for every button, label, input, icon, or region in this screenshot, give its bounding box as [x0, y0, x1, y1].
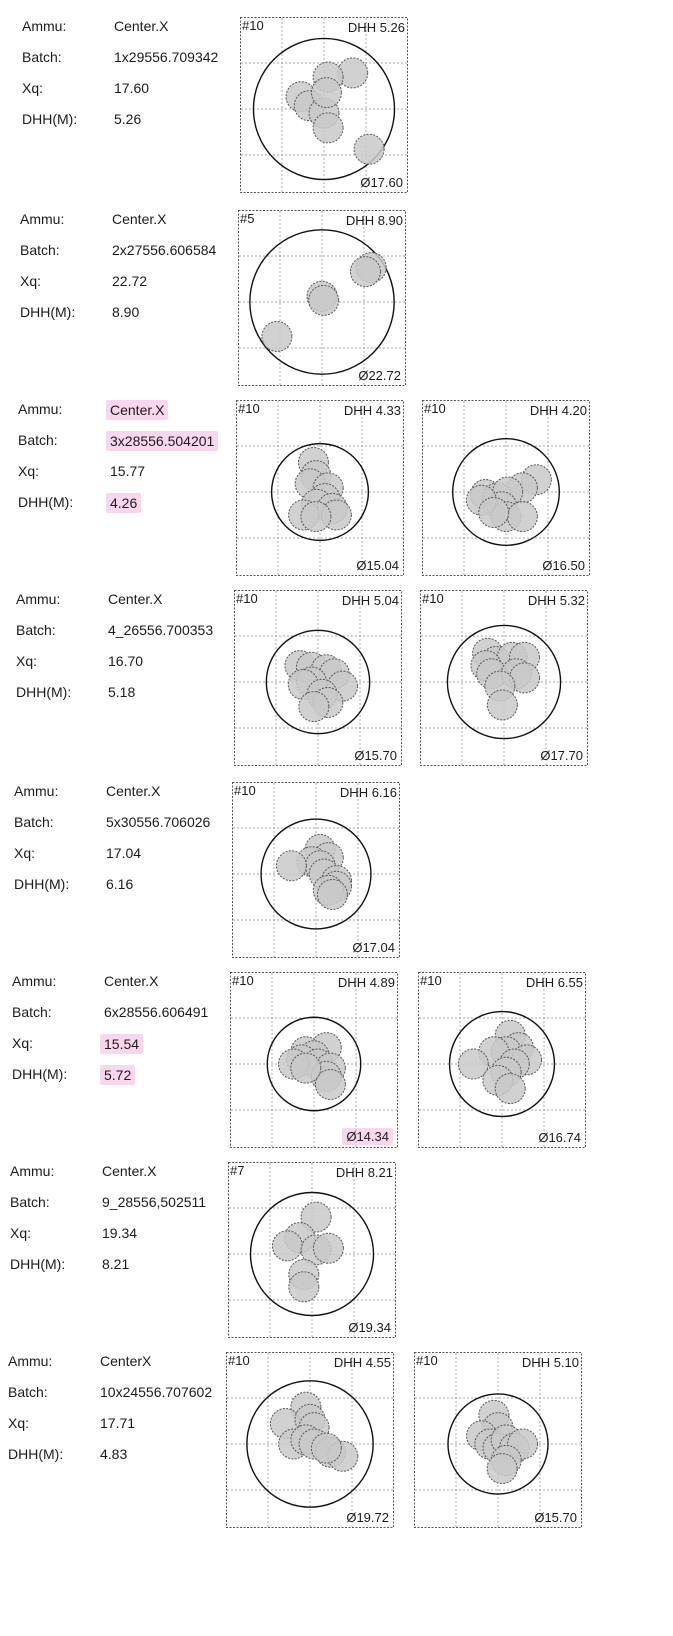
batch-label: Batch:: [16, 622, 56, 638]
batch-value: 2x27556.606584: [112, 242, 217, 258]
entry-row: [0, 782, 673, 972]
dhh-value: DHH 4.20: [529, 403, 587, 418]
shot-count: #10: [416, 1353, 438, 1368]
group-diameter: Ø19.72: [346, 1510, 389, 1525]
shot-count: #10: [236, 591, 258, 606]
entry-row: [0, 210, 673, 400]
group-diameter: Ø16.74: [538, 1130, 581, 1145]
entry-row: [0, 590, 673, 780]
dhh-label: DHH(M):: [8, 1446, 64, 1462]
shot-hole: [487, 690, 517, 720]
ammo-value: Center.X: [106, 400, 168, 420]
dhh-value: DHH 4.55: [333, 1355, 391, 1370]
group-diameter: Ø17.60: [360, 175, 403, 190]
shot-count: #10: [420, 973, 442, 988]
group-diameter: Ø22.72: [358, 368, 401, 383]
ammo-label: Ammu:: [22, 18, 67, 34]
target-group: [414, 1352, 582, 1528]
entry-info: [20, 210, 235, 340]
shot-hole: [507, 502, 537, 532]
shot-count: #7: [230, 1163, 245, 1178]
ammo-label: Ammu:: [12, 973, 57, 989]
ammo-label: Ammu:: [8, 1353, 53, 1369]
entry-info: [12, 972, 227, 1102]
xq-label: Xq:: [12, 1035, 34, 1051]
shot-hole: [311, 78, 341, 108]
entry-row: [0, 1352, 673, 1542]
dhh-value: DHH 5.32: [527, 593, 585, 608]
entry-info: [22, 17, 237, 147]
xq-value: 16.70: [108, 653, 144, 669]
target-plot: [230, 972, 398, 1148]
dhh-value: 5.18: [108, 684, 136, 700]
batch-value: 10x24556.707602: [100, 1384, 213, 1400]
xq-value: 19.34: [102, 1225, 138, 1241]
xq-value: 17.60: [114, 80, 150, 96]
shot-hole: [495, 1074, 525, 1104]
xq-label: Xq:: [22, 80, 44, 96]
shot-hole: [313, 1233, 343, 1263]
batch-label: Batch:: [20, 242, 60, 258]
shot-hole: [289, 1272, 319, 1302]
entry-info: [16, 590, 231, 720]
xq-label: Xq:: [8, 1415, 30, 1431]
batch-label: Batch:: [14, 814, 54, 830]
shot-hole: [262, 321, 292, 351]
shot-hole: [350, 257, 380, 287]
ammo-value: Center.X: [114, 18, 169, 34]
target-plot: [414, 1352, 582, 1528]
target-group: [236, 400, 404, 576]
ammo-label: Ammu:: [14, 783, 59, 799]
dhh-label: DHH(M):: [10, 1256, 66, 1272]
target-plot: [236, 400, 404, 576]
xq-value: 15.77: [110, 463, 146, 479]
dhh-value: DHH 8.90: [345, 213, 403, 228]
entry-info: [18, 400, 233, 530]
shot-hole: [272, 1231, 302, 1261]
dhh-label: DHH(M):: [16, 684, 72, 700]
dhh-value: DHH 6.55: [525, 975, 583, 990]
batch-value: 5x30556.706026: [106, 814, 211, 830]
target-group: [238, 210, 406, 386]
group-diameter: Ø15.70: [354, 748, 397, 763]
entry-row: [0, 400, 673, 590]
shot-hole: [276, 851, 306, 881]
dhh-value: 8.21: [102, 1256, 130, 1272]
target-plot: [422, 400, 590, 576]
shot-count: #10: [234, 783, 256, 798]
xq-label: Xq:: [14, 845, 36, 861]
shot-hole: [315, 1070, 345, 1100]
target-plot: [234, 590, 402, 766]
dhh-value: DHH 5.04: [341, 593, 399, 608]
target-plot: [228, 1162, 396, 1338]
dhh-value: 6.16: [106, 876, 134, 892]
batch-value: 9_28556,502511: [102, 1194, 207, 1210]
shot-hole: [317, 880, 347, 910]
ammo-value: Center.X: [104, 973, 159, 989]
shot-count: #10: [242, 18, 264, 33]
group-diameter: Ø14.34: [342, 1128, 393, 1145]
batch-label: Batch:: [10, 1194, 50, 1210]
dhh-value: DHH 4.89: [337, 975, 395, 990]
ammo-label: Ammu:: [16, 591, 61, 607]
dhh-value: 5.72: [100, 1065, 135, 1085]
entry-row: [0, 972, 673, 1162]
entry-row: [0, 17, 673, 207]
ammo-value: Center.X: [112, 211, 167, 227]
group-diameter: Ø17.70: [540, 748, 583, 763]
group-diameter: Ø19.34: [348, 1320, 391, 1335]
shot-hole: [479, 498, 509, 528]
dhh-label: DHH(M):: [12, 1066, 68, 1082]
ammo-label: Ammu:: [18, 401, 63, 417]
xq-label: Xq:: [18, 463, 40, 479]
entry-info: [10, 1162, 225, 1292]
batch-value: 4_26556.700353: [108, 622, 214, 638]
dhh-value: 8.90: [112, 304, 140, 320]
target-plot: [226, 1352, 394, 1528]
dhh-value: DHH 8.21: [335, 1165, 393, 1180]
batch-value: 1x29556.709342: [114, 49, 219, 65]
target-group: [232, 782, 400, 958]
batch-value: 3x28556.504201: [106, 431, 218, 451]
dhh-label: DHH(M):: [18, 494, 74, 510]
dhh-label: DHH(M):: [14, 876, 70, 892]
ammo-value: Center.X: [106, 783, 161, 799]
batch-label: Batch:: [22, 49, 62, 65]
dhh-value: DHH 6.16: [339, 785, 397, 800]
entry-info: [8, 1352, 223, 1482]
shot-hole: [299, 692, 329, 722]
shot-count: #5: [240, 211, 255, 226]
entry-info: [14, 782, 229, 912]
shot-count: #10: [228, 1353, 250, 1368]
xq-label: Xq:: [16, 653, 38, 669]
ammo-value: CenterX: [100, 1353, 152, 1369]
dhh-value: DHH 5.26: [347, 20, 405, 35]
shot-hole: [309, 285, 339, 315]
batch-value: 6x28556.606491: [104, 1004, 209, 1020]
shot-count: #10: [422, 591, 444, 606]
target-group: [234, 590, 402, 766]
target-group: [226, 1352, 394, 1528]
target-group: [418, 972, 586, 1148]
xq-value: 17.04: [106, 845, 142, 861]
batch-label: Batch:: [18, 432, 58, 448]
target-group: [240, 17, 408, 193]
shot-hole: [354, 134, 384, 164]
group-diameter: Ø17.04: [352, 940, 395, 955]
target-group: [230, 972, 398, 1148]
shot-hole: [291, 1053, 321, 1083]
target-plot: [420, 590, 588, 766]
target-group: [422, 400, 590, 576]
dhh-value: DHH 4.33: [343, 403, 401, 418]
entry-row: [0, 1162, 673, 1352]
target-group: [228, 1162, 396, 1338]
shot-count: #10: [424, 401, 446, 416]
shot-count: #10: [238, 401, 260, 416]
ammo-label: Ammu:: [20, 211, 65, 227]
target-plot: [418, 972, 586, 1148]
shot-hole: [487, 1454, 517, 1484]
dhh-label: DHH(M):: [20, 304, 76, 320]
group-diameter: Ø15.70: [534, 1510, 577, 1525]
xq-value: 17.71: [100, 1415, 136, 1431]
dhh-value: 5.26: [114, 111, 142, 127]
xq-label: Xq:: [20, 273, 42, 289]
batch-label: Batch:: [12, 1004, 52, 1020]
dhh-value: 4.83: [100, 1446, 128, 1462]
group-diameter: Ø16.50: [542, 558, 585, 573]
ammo-value: Center.X: [102, 1163, 157, 1179]
shot-count: #10: [232, 973, 254, 988]
target-group: [420, 590, 588, 766]
target-plot: [238, 210, 406, 386]
shot-hole: [311, 1433, 341, 1463]
group-diameter: Ø15.04: [356, 558, 399, 573]
xq-value: 15.54: [100, 1034, 143, 1054]
target-plot: [240, 17, 408, 193]
xq-value: 22.72: [112, 273, 148, 289]
ammo-value: Center.X: [108, 591, 163, 607]
dhh-value: DHH 5.10: [521, 1355, 579, 1370]
dhh-value: 4.26: [106, 493, 141, 513]
ammo-label: Ammu:: [10, 1163, 55, 1179]
target-plot: [232, 782, 400, 958]
batch-label: Batch:: [8, 1384, 48, 1400]
shot-hole: [301, 502, 331, 532]
xq-label: Xq:: [10, 1225, 32, 1241]
dhh-label: DHH(M):: [22, 111, 78, 127]
shot-hole: [313, 113, 343, 143]
